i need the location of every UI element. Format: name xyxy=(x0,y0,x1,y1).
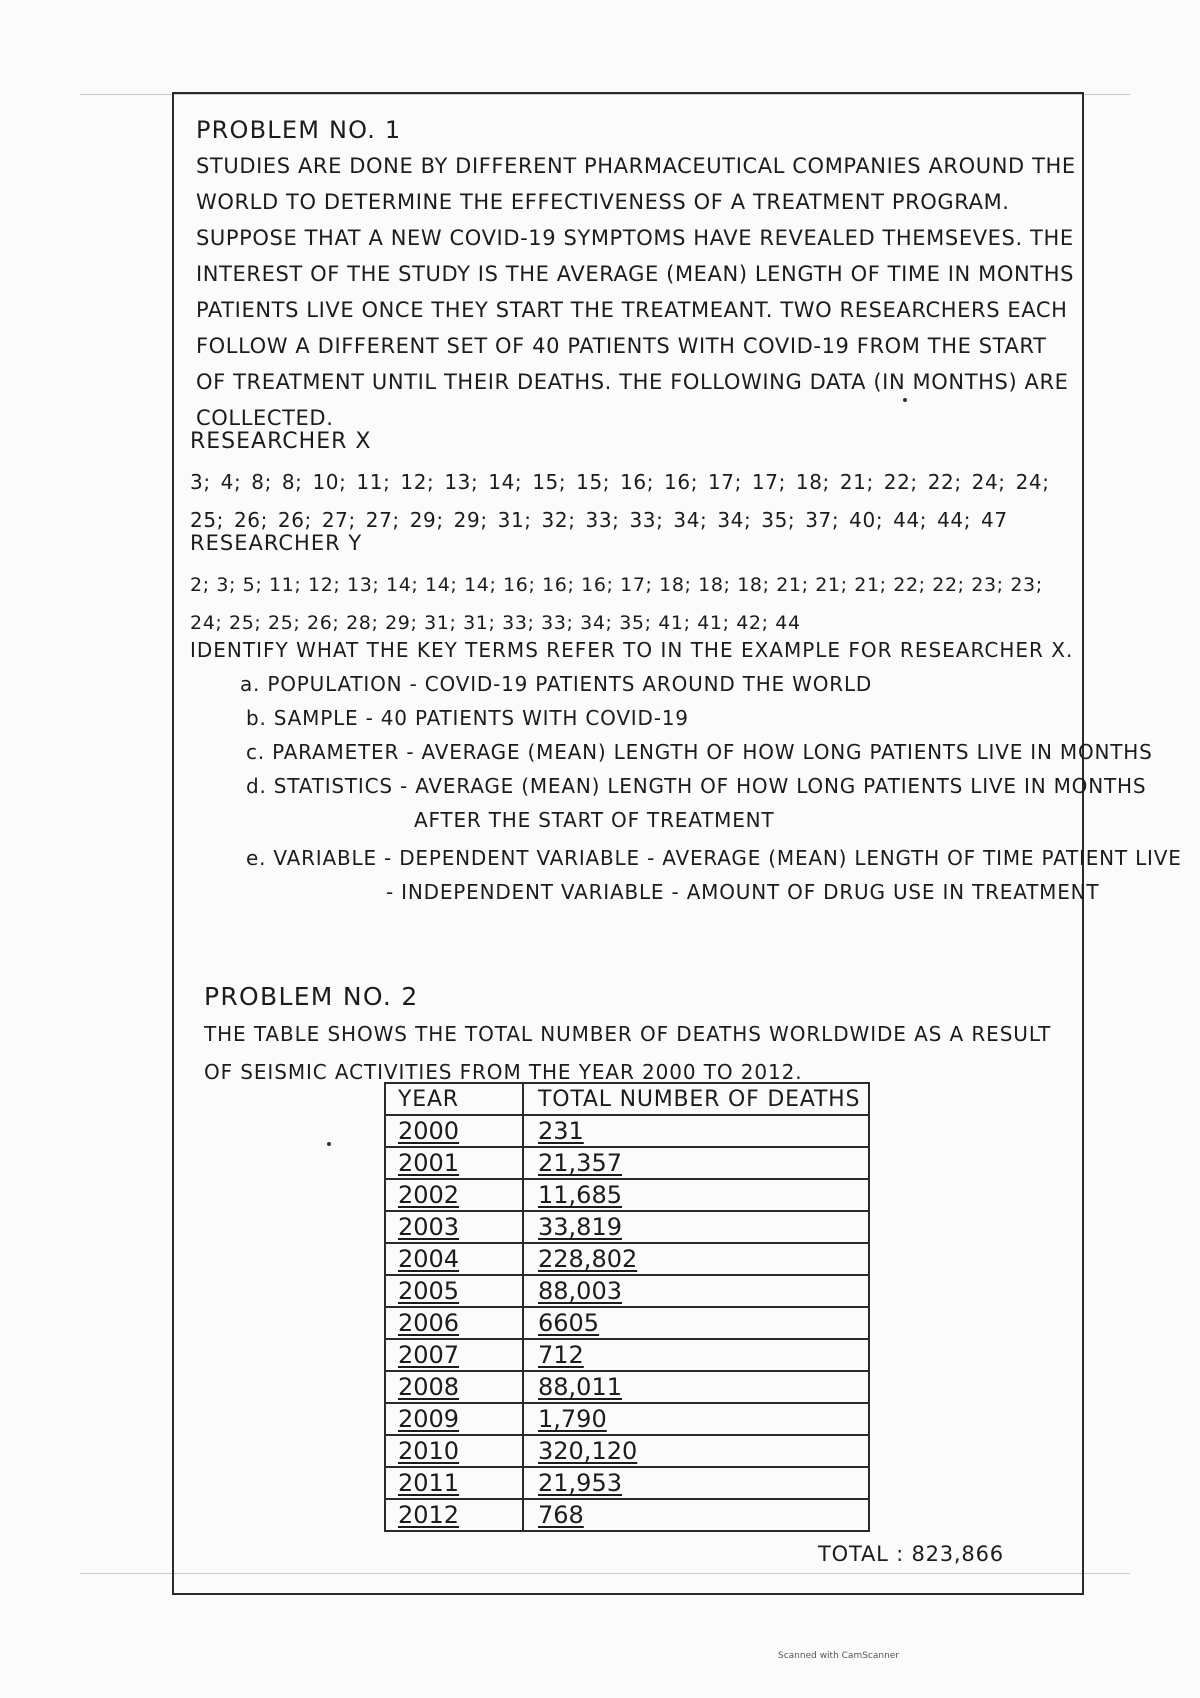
answer-statistics-continued: AFTER THE START OF TREATMENT xyxy=(414,808,775,832)
deaths-cell: 6605 xyxy=(523,1307,869,1339)
answer-parameter: c. PARAMETER - AVERAGE (MEAN) LENGTH OF HOW LONG PATIENTS LIVE IN MONTHS xyxy=(246,740,1153,764)
year-cell: 2003 xyxy=(385,1211,523,1243)
identify-instruction: IDENTIFY WHAT THE KEY TERMS REFER TO IN THE EXAMPLE FOR RESEARCHER X. xyxy=(190,638,1074,662)
deaths-column-header: TOTAL NUMBER OF DEATHS xyxy=(523,1083,869,1115)
year-cell: 2002 xyxy=(385,1179,523,1211)
table-row xyxy=(385,1115,869,1147)
deaths-cell: 21,357 xyxy=(523,1147,869,1179)
table-row xyxy=(385,1275,869,1307)
table-row xyxy=(385,1243,869,1275)
year-cell: 2006 xyxy=(385,1307,523,1339)
table-header-row xyxy=(385,1083,869,1115)
deaths-cell: 1,790 xyxy=(523,1403,869,1435)
deaths-cell: 88,011 xyxy=(523,1371,869,1403)
year-cell: 2011 xyxy=(385,1467,523,1499)
deaths-cell: 231 xyxy=(523,1115,869,1147)
problem-2-title: PROBLEM NO. 2 xyxy=(204,982,419,1011)
researcher-x-data: 3; 4; 8; 8; 10; 11; 12; 13; 14; 15; 15; 16; 16; 17; 17; 18; 21; 22; 22; 24; 24; 25; 26; 26; 27; 27; 29; 29; 31; 32; 33; 33; 34; 34; 35; 37; 40; 44; 44; 47 xyxy=(190,470,1050,532)
year-cell: 2001 xyxy=(385,1147,523,1179)
table-row xyxy=(385,1499,869,1531)
year-cell: 2000 xyxy=(385,1115,523,1147)
researcher-y-label: RESEARCHER Y xyxy=(190,531,363,555)
year-cell: 2008 xyxy=(385,1371,523,1403)
table-row xyxy=(385,1435,869,1467)
year-cell: 2010 xyxy=(385,1435,523,1467)
year-cell: 2009 xyxy=(385,1403,523,1435)
year-cell: 2007 xyxy=(385,1339,523,1371)
researcher-x-label: RESEARCHER X xyxy=(190,429,372,454)
table-row xyxy=(385,1211,869,1243)
deaths-cell: 11,685 xyxy=(523,1179,869,1211)
answer-sample: b. SAMPLE - 40 PATIENTS WITH COVID-19 xyxy=(246,706,689,730)
deaths-cell: 712 xyxy=(523,1339,869,1371)
stray-dot xyxy=(903,398,907,402)
scanner-watermark: Scanned with CamScanner xyxy=(778,1651,900,1661)
year-cell: 2004 xyxy=(385,1243,523,1275)
problem-1-title: PROBLEM NO. 1 xyxy=(196,116,402,144)
deaths-cell: 228,802 xyxy=(523,1243,869,1275)
problem-1-statement: STUDIES ARE DONE BY DIFFERENT PHARMACEUTICAL COMPANIES AROUND THE WORLD TO DETERMINE THE EFFECTIVENESS OF A TREATMENT PROGRAM. SUPPOSE THAT A NEW COVID-19 SYMPTOMS HAVE REVEALED THEMSEVES. THE INTEREST OF THE STUDY IS THE AVERAGE (MEAN) LENGTH OF TIME IN MONTHS PATIENTS LIVE ONCE THEY START THE TREATMEANT. TWO RESEARCHERS EACH FOLLOW A DIFFERENT SET OF 40 PATIENTS WITH COVID-19 FROM THE START OF TREATMENT UNTIL THEIR DEATHS. THE FOLLOWING DATA (IN MONTHS) ARE COLLECTED. xyxy=(196,154,1076,430)
deaths-cell: 88,003 xyxy=(523,1275,869,1307)
table-row xyxy=(385,1467,869,1499)
answer-population: a. POPULATION - COVID-19 PATIENTS AROUND THE WORLD xyxy=(240,672,873,696)
stray-dot xyxy=(327,1142,331,1146)
table-row xyxy=(385,1403,869,1435)
answer-statistics: d. STATISTICS - AVERAGE (MEAN) LENGTH OF HOW LONG PATIENTS LIVE IN MONTHS xyxy=(246,774,1147,798)
table-row xyxy=(385,1371,869,1403)
table-row xyxy=(385,1147,869,1179)
year-cell: 2012 xyxy=(385,1499,523,1531)
deaths-cell: 768 xyxy=(523,1499,869,1531)
problem-2-statement: THE TABLE SHOWS THE TOTAL NUMBER OF DEATHS WORLDWIDE AS A RESULT OF SEISMIC ACTIVITIES FROM THE YEAR 2000 TO 2012. xyxy=(204,1022,1052,1084)
researcher-y-data: 2; 3; 5; 11; 12; 13; 14; 14; 14; 16; 16; 16; 17; 18; 18; 18; 21; 21; 21; 22; 22; 23; 23; 24; 25; 25; 26; 28; 29; 31; 31; 33; 33; 34; 35; 41; 41; 42; 44 xyxy=(190,574,1043,634)
deaths-cell: 33,819 xyxy=(523,1211,869,1243)
table-row xyxy=(385,1307,869,1339)
deaths-cell: 21,953 xyxy=(523,1467,869,1499)
answer-variable-dependent: e. VARIABLE - DEPENDENT VARIABLE - AVERAGE (MEAN) LENGTH OF TIME PATIENT LIVE xyxy=(246,846,1182,870)
year-column-header: YEAR xyxy=(385,1083,523,1115)
deaths-cell: 320,120 xyxy=(523,1435,869,1467)
table-row xyxy=(385,1339,869,1371)
deaths-table xyxy=(384,1082,870,1532)
answer-variable-independent: - INDEPENDENT VARIABLE - AMOUNT OF DRUG USE IN TREATMENT xyxy=(386,880,1100,904)
deaths-total: TOTAL : 823,866 xyxy=(818,1542,1004,1566)
year-cell: 2005 xyxy=(385,1275,523,1307)
table-row xyxy=(385,1179,869,1211)
